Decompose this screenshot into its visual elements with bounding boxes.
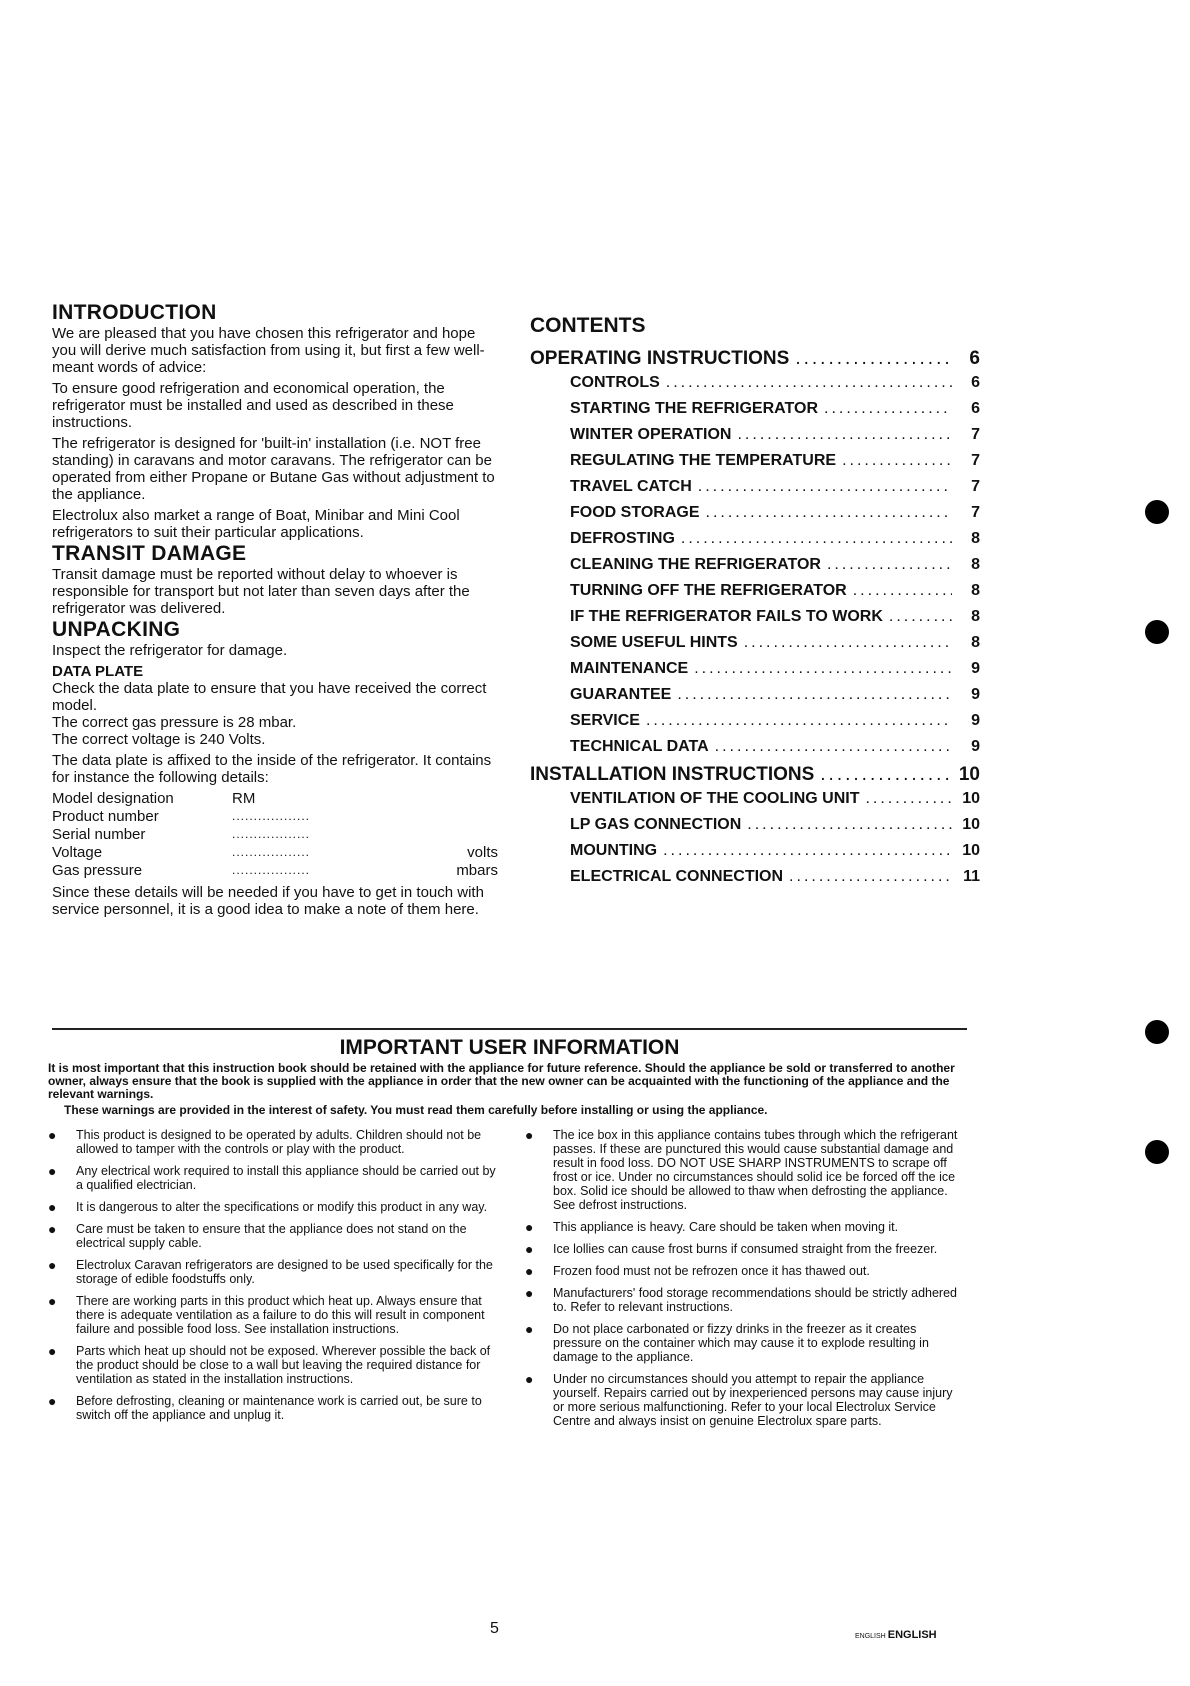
warning-bullet bbox=[525, 1220, 967, 1234]
toc-leader-dots bbox=[694, 660, 952, 678]
bullet-icon: ● bbox=[48, 1257, 57, 1273]
warning-bullet bbox=[48, 1222, 498, 1250]
toc-entry-page: 10 bbox=[962, 816, 980, 833]
warning-bullet-text: The ice box in this appliance contains tubes through which the refrigerant passes. If these are punctured this would cause substantial damage and result in food loss. DO NOT USE SHARP INSTRUMENTS to scrape off frost or ice. Under no circumstances should solid ice be forced off the ice box. Solid ice should be allowed to thaw when defrosting the appliance. See defrost instructions. bbox=[553, 1128, 958, 1212]
toc-entry-title: ELECTRICAL CONNECTION bbox=[570, 868, 784, 885]
warning-bullet bbox=[48, 1344, 498, 1386]
toc-leader-dots bbox=[795, 348, 952, 370]
toc-entry bbox=[570, 582, 980, 608]
footer-language bbox=[855, 1629, 937, 1641]
closing-text: Since these details will be needed if you have to get in touch with service personnel, it is a good idea to make a note of them here. bbox=[52, 884, 484, 918]
binder-hole bbox=[1145, 500, 1169, 524]
warning-bullet-text: Electrolux Caravan refrigerators are designed to be used specifically for the storage of edible foodstuffs only. bbox=[76, 1258, 493, 1286]
warning-bullet-text: Before defrosting, cleaning or maintenance work is carried out, be sure to switch off the appliance and unplug it. bbox=[76, 1394, 482, 1422]
toc-entry bbox=[570, 504, 980, 530]
toc-entry-page: 8 bbox=[971, 582, 980, 599]
warning-bullet-text: Ice lollies can cause frost burns if consumed straight from the freezer. bbox=[553, 1242, 938, 1256]
footer-language-small: ENGLISH bbox=[855, 1633, 886, 1640]
bullet-list-left bbox=[48, 1128, 498, 1430]
detail-row bbox=[52, 826, 498, 844]
toc-entry bbox=[530, 764, 980, 790]
bullet-list-right bbox=[525, 1128, 967, 1436]
toc-leader-dots bbox=[824, 400, 952, 418]
footer-language-label: ENGLISH bbox=[887, 1629, 937, 1641]
important-intro bbox=[48, 1062, 968, 1120]
warning-bullet-text: Manufacturers' food storage recommendations should be strictly adhered to. Refer to relevant instructions. bbox=[553, 1286, 957, 1314]
toc-entry-page: 10 bbox=[958, 764, 980, 785]
warning-bullet bbox=[525, 1322, 967, 1364]
toc-entry bbox=[530, 348, 980, 374]
toc-entry bbox=[570, 686, 980, 712]
toc-entry bbox=[570, 790, 980, 816]
toc-entry-title: OPERATING INSTRUCTIONS bbox=[530, 348, 790, 369]
toc-entry-title: GUARANTEE bbox=[570, 686, 672, 703]
toc-leader-dots bbox=[663, 842, 952, 860]
warning-bullet bbox=[525, 1286, 967, 1314]
toc-leader-dots bbox=[889, 608, 952, 626]
toc-entry-page: 8 bbox=[971, 530, 980, 547]
toc-entry bbox=[570, 400, 980, 426]
warning-bullet bbox=[525, 1264, 967, 1278]
toc-entry-title: VENTILATION OF THE COOLING UNIT bbox=[570, 790, 860, 807]
toc-entry-title: MOUNTING bbox=[570, 842, 658, 859]
warning-bullet bbox=[48, 1258, 498, 1286]
bullet-icon: ● bbox=[525, 1219, 534, 1235]
toc-leader-dots bbox=[789, 868, 952, 886]
toc-entry-page: 8 bbox=[971, 556, 980, 573]
toc-entry bbox=[570, 634, 980, 660]
gas-pressure-text: The correct gas pressure is 28 mbar. bbox=[52, 714, 297, 731]
detail-row bbox=[52, 862, 498, 880]
toc-entry bbox=[570, 478, 980, 504]
toc-leader-dots bbox=[744, 634, 952, 652]
transit-text: Transit damage must be reported without delay to whoever is responsible for transport but not later than seven days after the refrigerator was delivered. bbox=[52, 566, 470, 617]
data-plate-heading: DATA PLATE bbox=[52, 663, 144, 680]
important-intro-text: It is most important that this instruction book should be retained with the appliance for future reference. Should the appliance be sold or transferred to another owner, always ensure that the book is supplied with the appliance in order that the new owner can be acquainted with the functioning of the appliance and the relevant warnings. bbox=[48, 1061, 955, 1101]
warning-bullet-text: There are working parts in this product which heat up. Always ensure that there is adequate ventilation as a failure to do this will result in component failure and possible food loss. See installation instructions. bbox=[76, 1294, 485, 1336]
unpacking-heading: UNPACKING bbox=[52, 618, 181, 641]
warning-bullet bbox=[48, 1128, 498, 1156]
warning-bullet-text: It is dangerous to alter the specifications or modify this product in any way. bbox=[76, 1200, 488, 1214]
toc-leader-dots bbox=[706, 504, 953, 522]
intro-paragraph: To ensure good refrigeration and economical operation, the refrigerator must be installed and used as described in these instructions. bbox=[52, 380, 454, 431]
toc-entry bbox=[570, 556, 980, 582]
toc-entry-title: CONTROLS bbox=[570, 374, 660, 391]
toc-entry-title: IF THE REFRIGERATOR FAILS TO WORK bbox=[570, 608, 883, 625]
toc-entry-title: SOME USEFUL HINTS bbox=[570, 634, 738, 651]
toc-entry-page: 8 bbox=[971, 608, 980, 625]
toc-leader-dots bbox=[715, 738, 952, 756]
detail-label: Voltage bbox=[52, 844, 103, 861]
toc-leader-dots bbox=[747, 816, 952, 834]
toc-entry-title: LP GAS CONNECTION bbox=[570, 816, 742, 833]
contents-column bbox=[530, 314, 980, 894]
contents-list bbox=[530, 348, 980, 894]
toc-entry-page: 9 bbox=[971, 686, 980, 703]
warning-bullet bbox=[48, 1294, 498, 1336]
toc-entry-title: INSTALLATION INSTRUCTIONS bbox=[530, 764, 815, 785]
toc-entry-page: 10 bbox=[962, 842, 980, 859]
data-plate-details bbox=[52, 790, 498, 880]
toc-entry bbox=[570, 868, 980, 894]
introduction-heading: INTRODUCTION bbox=[52, 301, 217, 324]
bullet-icon: ● bbox=[525, 1263, 534, 1279]
toc-leader-dots bbox=[737, 426, 952, 444]
toc-entry-page: 6 bbox=[971, 374, 980, 391]
toc-entry-page: 10 bbox=[962, 790, 980, 807]
toc-entry-page: 9 bbox=[971, 738, 980, 755]
detail-value: .................. bbox=[232, 827, 311, 841]
toc-entry-title: DEFROSTING bbox=[570, 530, 675, 547]
bullet-icon: ● bbox=[48, 1221, 57, 1237]
toc-leader-dots bbox=[681, 530, 952, 548]
detail-unit bbox=[402, 826, 498, 844]
intro-paragraph: Electrolux also market a range of Boat, Minibar and Mini Cool refrigerators to suit their particular applications. bbox=[52, 507, 460, 541]
warning-bullet-text: This product is designed to be operated by adults. Children should not be allowed to tamper with the controls or play with the product. bbox=[76, 1128, 482, 1156]
toc-entry bbox=[570, 608, 980, 634]
toc-entry-page: 6 bbox=[971, 400, 980, 417]
toc-entry-page: 9 bbox=[971, 660, 980, 677]
voltage-text: The correct voltage is 240 Volts. bbox=[52, 731, 266, 748]
warning-bullet-text: Parts which heat up should not be exposed. Wherever possible the back of the product should be close to a wall but leaving the required distance for ventilation as stated in the installation instructions. bbox=[76, 1344, 491, 1386]
warning-bullet-text: Under no circumstances should you attempt to repair the appliance yourself. Repairs carried out by inexperienced persons may cause injury or more serious malfunctioning. Refer to your local Electrolux Service Centre and always insist on genuine Electrolux spare parts. bbox=[553, 1372, 953, 1428]
detail-unit: mbars bbox=[456, 862, 498, 879]
warning-bullet bbox=[48, 1200, 498, 1214]
detail-row bbox=[52, 808, 498, 826]
warning-bullet bbox=[525, 1372, 967, 1428]
toc-leader-dots bbox=[646, 712, 952, 730]
detail-label: Serial number bbox=[52, 826, 146, 843]
toc-leader-dots bbox=[698, 478, 952, 496]
toc-entry-title: FOOD STORAGE bbox=[570, 504, 700, 521]
toc-entry-title: TECHNICAL DATA bbox=[570, 738, 709, 755]
toc-entry-title: WINTER OPERATION bbox=[570, 426, 732, 443]
toc-entry-title: REGULATING THE TEMPERATURE bbox=[570, 452, 837, 469]
toc-leader-dots bbox=[666, 374, 952, 392]
toc-leader-dots bbox=[820, 764, 952, 786]
binder-hole bbox=[1145, 620, 1169, 644]
intro-paragraph: The refrigerator is designed for 'built-in' installation (i.e. NOT free standing) in caravans and motor caravans. The refrigerator can be operated from either Propane or Butane Gas without adjustment to the appliance. bbox=[52, 435, 495, 503]
data-plate-text: Check the data plate to ensure that you have received the correct model. bbox=[52, 680, 487, 714]
toc-entry bbox=[570, 426, 980, 452]
toc-entry-page: 7 bbox=[971, 504, 980, 521]
toc-entry-page: 8 bbox=[971, 634, 980, 651]
bullet-icon: ● bbox=[48, 1199, 57, 1215]
toc-entry bbox=[570, 816, 980, 842]
toc-leader-dots bbox=[677, 686, 952, 704]
bullet-icon: ● bbox=[48, 1293, 57, 1309]
detail-unit: volts bbox=[467, 844, 498, 861]
detail-value: .................. bbox=[232, 809, 311, 823]
toc-entry bbox=[570, 842, 980, 868]
bullet-icon: ● bbox=[48, 1127, 57, 1143]
toc-entry-title: TRAVEL CATCH bbox=[570, 478, 692, 495]
toc-entry-page: 11 bbox=[963, 868, 980, 885]
toc-entry-title: STARTING THE REFRIGERATOR bbox=[570, 400, 818, 417]
detail-unit bbox=[402, 808, 498, 826]
detail-label: Product number bbox=[52, 808, 159, 825]
left-column bbox=[52, 301, 498, 922]
warning-bullet bbox=[48, 1394, 498, 1422]
important-warning-text: These warnings are provided in the interest of safety. You must read them carefully before installing or using the appliance. bbox=[64, 1103, 768, 1117]
detail-value: .................. bbox=[232, 863, 311, 877]
warning-bullet bbox=[525, 1128, 967, 1212]
transit-heading: TRANSIT DAMAGE bbox=[52, 542, 247, 565]
bullet-icon: ● bbox=[525, 1127, 534, 1143]
important-heading: IMPORTANT USER INFORMATION bbox=[339, 1036, 680, 1059]
detail-row bbox=[52, 790, 498, 808]
toc-entry-page: 7 bbox=[971, 426, 980, 443]
data-plate-affixed-text: The data plate is affixed to the inside of the refrigerator. It contains for instance the following details: bbox=[52, 752, 492, 786]
intro-paragraph: We are pleased that you have chosen this refrigerator and hope you will derive much satisfaction from using it, but first a few well-meant words of advice: bbox=[52, 325, 485, 376]
warning-bullet-text: Any electrical work required to install this appliance should be carried out by a qualified electrician. bbox=[76, 1164, 496, 1192]
bullet-icon: ● bbox=[525, 1285, 534, 1301]
toc-leader-dots bbox=[842, 452, 952, 470]
detail-value: .................. bbox=[232, 845, 311, 859]
binder-hole bbox=[1145, 1020, 1169, 1044]
warning-bullet-text: Do not place carbonated or fizzy drinks in the freezer as it creates pressure on the container which may cause it to explode resulting in damage to the appliance. bbox=[553, 1322, 929, 1364]
toc-entry-page: 6 bbox=[969, 348, 980, 369]
toc-leader-dots bbox=[827, 556, 952, 574]
bullet-icon: ● bbox=[48, 1163, 57, 1179]
toc-entry bbox=[570, 530, 980, 556]
warning-bullet bbox=[525, 1242, 967, 1256]
bullet-icon: ● bbox=[48, 1343, 57, 1359]
bullet-icon: ● bbox=[525, 1321, 534, 1337]
toc-entry bbox=[570, 738, 980, 764]
toc-entry-page: 7 bbox=[971, 452, 980, 469]
section-divider bbox=[52, 1028, 967, 1030]
toc-entry bbox=[570, 660, 980, 686]
toc-entry bbox=[570, 452, 980, 478]
toc-entry-title: TURNING OFF THE REFRIGERATOR bbox=[570, 582, 847, 599]
warning-bullet-text: This appliance is heavy. Care should be taken when moving it. bbox=[553, 1220, 899, 1234]
bullet-icon: ● bbox=[525, 1371, 534, 1387]
detail-label: Gas pressure bbox=[52, 862, 143, 879]
binder-hole bbox=[1145, 1140, 1169, 1164]
toc-entry-page: 9 bbox=[971, 712, 980, 729]
toc-entry-page: 7 bbox=[971, 478, 980, 495]
toc-entry-title: MAINTENANCE bbox=[570, 660, 689, 677]
detail-label: Model designation bbox=[52, 790, 174, 807]
toc-entry bbox=[570, 712, 980, 738]
toc-entry-title: CLEANING THE REFRIGERATOR bbox=[570, 556, 821, 573]
detail-unit bbox=[402, 790, 498, 808]
bullet-icon: ● bbox=[48, 1393, 57, 1409]
toc-entry-title: SERVICE bbox=[570, 712, 640, 729]
bullet-icon: ● bbox=[525, 1241, 534, 1257]
toc-leader-dots bbox=[865, 790, 952, 808]
unpacking-text: Inspect the refrigerator for damage. bbox=[52, 642, 288, 659]
detail-row bbox=[52, 844, 498, 862]
warning-bullet-text: Care must be taken to ensure that the appliance does not stand on the electrical supply cable. bbox=[76, 1222, 467, 1250]
toc-leader-dots bbox=[853, 582, 952, 600]
contents-heading: CONTENTS bbox=[530, 314, 646, 337]
detail-value: RM bbox=[232, 790, 256, 807]
warning-bullet bbox=[48, 1164, 498, 1192]
page-number: 5 bbox=[490, 1620, 499, 1637]
warning-bullet-text: Frozen food must not be refrozen once it has thawed out. bbox=[553, 1264, 870, 1278]
toc-entry bbox=[570, 374, 980, 400]
